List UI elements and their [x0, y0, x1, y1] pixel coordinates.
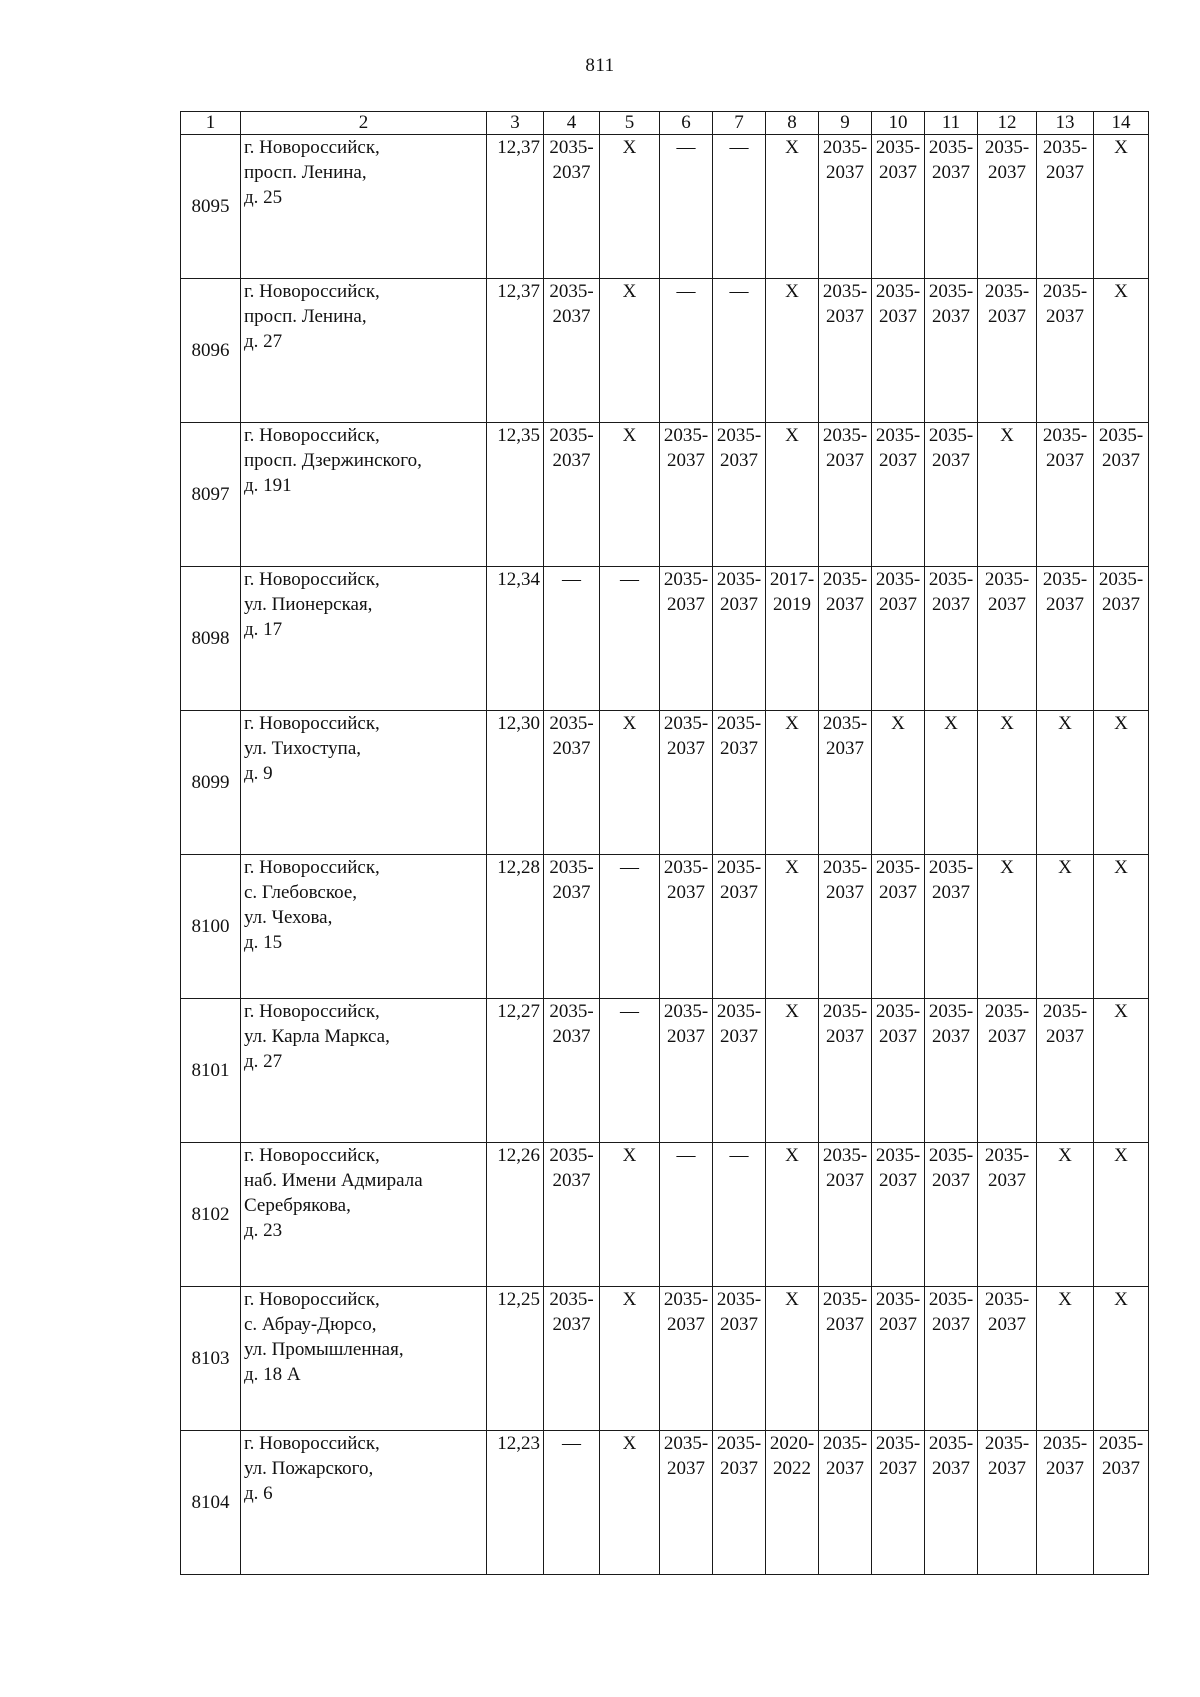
period-cell: 2035- 2037 [1094, 1431, 1149, 1575]
row-number: 8102 [181, 1143, 241, 1287]
period-cell: 2035- 2037 [872, 567, 925, 711]
value-cell: 12,28 [487, 855, 544, 999]
registry-table [180, 111, 1149, 1575]
address-cell [241, 711, 487, 855]
address-line: просп. Ленина, [244, 306, 367, 327]
value-cell: 12,25 [487, 1287, 544, 1431]
period-cell: X [766, 999, 819, 1143]
column-header: 14 [1094, 112, 1149, 135]
period-cell: 2035- 2037 [660, 1431, 713, 1575]
period-cell: X [1094, 1143, 1149, 1287]
period-cell: 2035- 2037 [819, 1287, 872, 1431]
value-cell: 12,26 [487, 1143, 544, 1287]
period-cell: X [766, 279, 819, 423]
address-line: просп. Ленина, [244, 162, 367, 183]
row-number: 8098 [181, 567, 241, 711]
table-row [181, 711, 1149, 855]
address-line: г. Новороссийск, [244, 1289, 380, 1310]
period-cell: 2035- 2037 [872, 1287, 925, 1431]
period-cell: X [1037, 1287, 1094, 1431]
period-cell: — [660, 1143, 713, 1287]
period-cell: 2035- 2037 [978, 999, 1037, 1143]
period-cell: 2035- 2037 [872, 855, 925, 999]
table-row [181, 279, 1149, 423]
address-line: д. 27 [244, 331, 283, 352]
period-cell: 2035- 2037 [713, 999, 766, 1143]
address-cell [241, 1431, 487, 1575]
row-number: 8099 [181, 711, 241, 855]
period-cell: 2035- 2037 [1037, 999, 1094, 1143]
period-cell: 2035- 2037 [819, 135, 872, 279]
address-line: с. Глебовское, [244, 882, 358, 903]
period-cell: 2035- 2037 [872, 279, 925, 423]
address-line: г. Новороссийск, [244, 281, 380, 302]
period-cell: 2035- 2037 [1094, 567, 1149, 711]
period-cell: X [600, 423, 660, 567]
period-cell: X [1094, 855, 1149, 999]
value-cell: 12,37 [487, 279, 544, 423]
value-cell: 12,34 [487, 567, 544, 711]
period-cell: 2035- 2037 [1037, 567, 1094, 711]
period-cell: X [600, 1143, 660, 1287]
address-line: ул. Промышленная, [244, 1339, 404, 1360]
address-line: г. Новороссийск, [244, 137, 380, 158]
period-cell: X [1094, 711, 1149, 855]
column-header: 6 [660, 112, 713, 135]
period-cell: 2020- 2022 [766, 1431, 819, 1575]
row-number: 8103 [181, 1287, 241, 1431]
address-cell [241, 279, 487, 423]
period-cell: 2035- 2037 [819, 711, 872, 855]
address-cell [241, 999, 487, 1143]
period-cell: — [600, 855, 660, 999]
period-cell: X [1037, 711, 1094, 855]
table-row [181, 999, 1149, 1143]
address-line: г. Новороссийск, [244, 713, 380, 734]
period-cell: 2035- 2037 [925, 567, 978, 711]
value-cell: 12,35 [487, 423, 544, 567]
period-cell: 2035- 2037 [660, 999, 713, 1143]
table-row [181, 567, 1149, 711]
period-cell: 2035- 2037 [819, 999, 872, 1143]
address-line: д. 25 [244, 187, 283, 208]
period-cell: X [1037, 1143, 1094, 1287]
row-number: 8097 [181, 423, 241, 567]
period-cell: 2035- 2037 [713, 1287, 766, 1431]
address-line: д. 6 [244, 1483, 273, 1504]
column-header: 5 [600, 112, 660, 135]
value-cell: 12,23 [487, 1431, 544, 1575]
period-cell: — [713, 279, 766, 423]
period-cell: X [766, 1143, 819, 1287]
address-line: ул. Карла Маркса, [244, 1026, 390, 1047]
period-cell: 2035- 2037 [544, 855, 600, 999]
period-cell: X [766, 855, 819, 999]
period-cell: 2035- 2037 [713, 567, 766, 711]
period-cell: X [600, 135, 660, 279]
value-cell: 12,37 [487, 135, 544, 279]
period-cell: 2035- 2037 [819, 279, 872, 423]
period-cell: 2035- 2037 [925, 855, 978, 999]
period-cell: 2035- 2037 [925, 135, 978, 279]
period-cell: 2035- 2037 [544, 1143, 600, 1287]
address-line: с. Абрау-Дюрсо, [244, 1314, 377, 1335]
period-cell: 2035- 2037 [978, 567, 1037, 711]
period-cell: 2035- 2037 [978, 279, 1037, 423]
address-line: ул. Тихоступа, [244, 738, 362, 759]
period-cell: — [713, 1143, 766, 1287]
address-line: ул. Чехова, [244, 907, 333, 928]
period-cell: 2035- 2037 [925, 279, 978, 423]
period-cell: 2035- 2037 [1037, 279, 1094, 423]
period-cell: 2035- 2037 [872, 135, 925, 279]
period-cell: X [872, 711, 925, 855]
period-cell: 2035- 2037 [978, 1143, 1037, 1287]
address-line: д. 18 А [244, 1364, 301, 1385]
period-cell: 2035- 2037 [819, 423, 872, 567]
column-header: 7 [713, 112, 766, 135]
period-cell: 2035- 2037 [544, 711, 600, 855]
address-cell [241, 1143, 487, 1287]
period-cell: X [600, 711, 660, 855]
address-line: г. Новороссийск, [244, 1433, 380, 1454]
period-cell: 2035- 2037 [1037, 423, 1094, 567]
period-cell: 2035- 2037 [544, 279, 600, 423]
period-cell: X [1094, 1287, 1149, 1431]
column-header: 10 [872, 112, 925, 135]
period-cell: 2035- 2037 [1037, 1431, 1094, 1575]
column-header: 1 [181, 112, 241, 135]
period-cell: X [600, 279, 660, 423]
address-cell [241, 423, 487, 567]
period-cell: — [660, 135, 713, 279]
period-cell: X [978, 855, 1037, 999]
period-cell: X [978, 711, 1037, 855]
period-cell: 2035- 2037 [925, 999, 978, 1143]
address-line: д. 15 [244, 932, 283, 953]
period-cell: 2035- 2037 [925, 1143, 978, 1287]
period-cell: — [544, 1431, 600, 1575]
period-cell: — [713, 135, 766, 279]
period-cell: 2035- 2037 [819, 1431, 872, 1575]
period-cell: 2035- 2037 [925, 1287, 978, 1431]
period-cell: 2035- 2037 [660, 855, 713, 999]
period-cell: 2035- 2037 [544, 999, 600, 1143]
column-header: 2 [241, 112, 487, 135]
table-row [181, 1431, 1149, 1575]
period-cell: 2017- 2019 [766, 567, 819, 711]
address-cell [241, 567, 487, 711]
period-cell: — [660, 279, 713, 423]
period-cell: X [1094, 279, 1149, 423]
period-cell: X [600, 1287, 660, 1431]
address-line: ул. Пионерская, [244, 594, 373, 615]
period-cell: X [766, 711, 819, 855]
period-cell: 2035- 2037 [660, 711, 713, 855]
period-cell: 2035- 2037 [544, 423, 600, 567]
address-line: д. 27 [244, 1051, 283, 1072]
period-cell: 2035- 2037 [819, 1143, 872, 1287]
address-line: просп. Дзержинского, [244, 450, 422, 471]
column-header-row [181, 112, 1149, 135]
address-line: д. 17 [244, 619, 283, 640]
page-number: 811 [585, 55, 615, 76]
period-cell: 2035- 2037 [872, 423, 925, 567]
table-row [181, 423, 1149, 567]
address-cell [241, 855, 487, 999]
row-number: 8104 [181, 1431, 241, 1575]
address-line: г. Новороссийск, [244, 1001, 380, 1022]
period-cell: X [766, 1287, 819, 1431]
address-line: д. 191 [244, 475, 292, 496]
period-cell: 2035- 2037 [925, 1431, 978, 1575]
column-header: 3 [487, 112, 544, 135]
period-cell: 2035- 2037 [660, 567, 713, 711]
address-line: д. 23 [244, 1220, 283, 1241]
address-line: ул. Пожарского, [244, 1458, 374, 1479]
address-cell [241, 135, 487, 279]
table-row [181, 135, 1149, 279]
period-cell: — [600, 567, 660, 711]
column-header: 4 [544, 112, 600, 135]
period-cell: 2035- 2037 [713, 1431, 766, 1575]
row-number: 8101 [181, 999, 241, 1143]
address-cell [241, 1287, 487, 1431]
value-cell: 12,27 [487, 999, 544, 1143]
period-cell: 2035- 2037 [1094, 423, 1149, 567]
period-cell: 2035- 2037 [544, 135, 600, 279]
column-header: 11 [925, 112, 978, 135]
period-cell: 2035- 2037 [978, 1431, 1037, 1575]
value-cell: 12,30 [487, 711, 544, 855]
address-line: наб. Имени Адмирала [244, 1170, 423, 1191]
period-cell: X [1094, 135, 1149, 279]
period-cell: 2035- 2037 [713, 423, 766, 567]
table-row [181, 855, 1149, 999]
row-number: 8100 [181, 855, 241, 999]
period-cell: 2035- 2037 [713, 855, 766, 999]
column-header: 9 [819, 112, 872, 135]
period-cell: 2035- 2037 [1037, 135, 1094, 279]
table-row [181, 1143, 1149, 1287]
period-cell: 2035- 2037 [978, 1287, 1037, 1431]
column-header: 13 [1037, 112, 1094, 135]
row-number: 8096 [181, 279, 241, 423]
period-cell: 2035- 2037 [660, 423, 713, 567]
address-line: г. Новороссийск, [244, 569, 380, 590]
period-cell: — [544, 567, 600, 711]
period-cell: X [600, 1431, 660, 1575]
period-cell: 2035- 2037 [978, 135, 1037, 279]
period-cell: 2035- 2037 [819, 855, 872, 999]
period-cell: 2035- 2037 [872, 1143, 925, 1287]
period-cell: X [1094, 999, 1149, 1143]
period-cell: 2035- 2037 [925, 423, 978, 567]
row-number: 8095 [181, 135, 241, 279]
address-line: г. Новороссийск, [244, 1145, 380, 1166]
table-row [181, 1287, 1149, 1431]
period-cell: X [978, 423, 1037, 567]
address-line: г. Новороссийск, [244, 857, 380, 878]
period-cell: 2035- 2037 [544, 1287, 600, 1431]
period-cell: X [766, 423, 819, 567]
period-cell: 2035- 2037 [819, 567, 872, 711]
column-header: 12 [978, 112, 1037, 135]
period-cell: 2035- 2037 [660, 1287, 713, 1431]
period-cell: 2035- 2037 [872, 999, 925, 1143]
period-cell: — [600, 999, 660, 1143]
address-line: Серебрякова, [244, 1195, 351, 1216]
address-line: г. Новороссийск, [244, 425, 380, 446]
period-cell: X [1037, 855, 1094, 999]
address-line: д. 9 [244, 763, 273, 784]
period-cell: 2035- 2037 [713, 711, 766, 855]
period-cell: X [925, 711, 978, 855]
column-header: 8 [766, 112, 819, 135]
period-cell: X [766, 135, 819, 279]
period-cell: 2035- 2037 [872, 1431, 925, 1575]
